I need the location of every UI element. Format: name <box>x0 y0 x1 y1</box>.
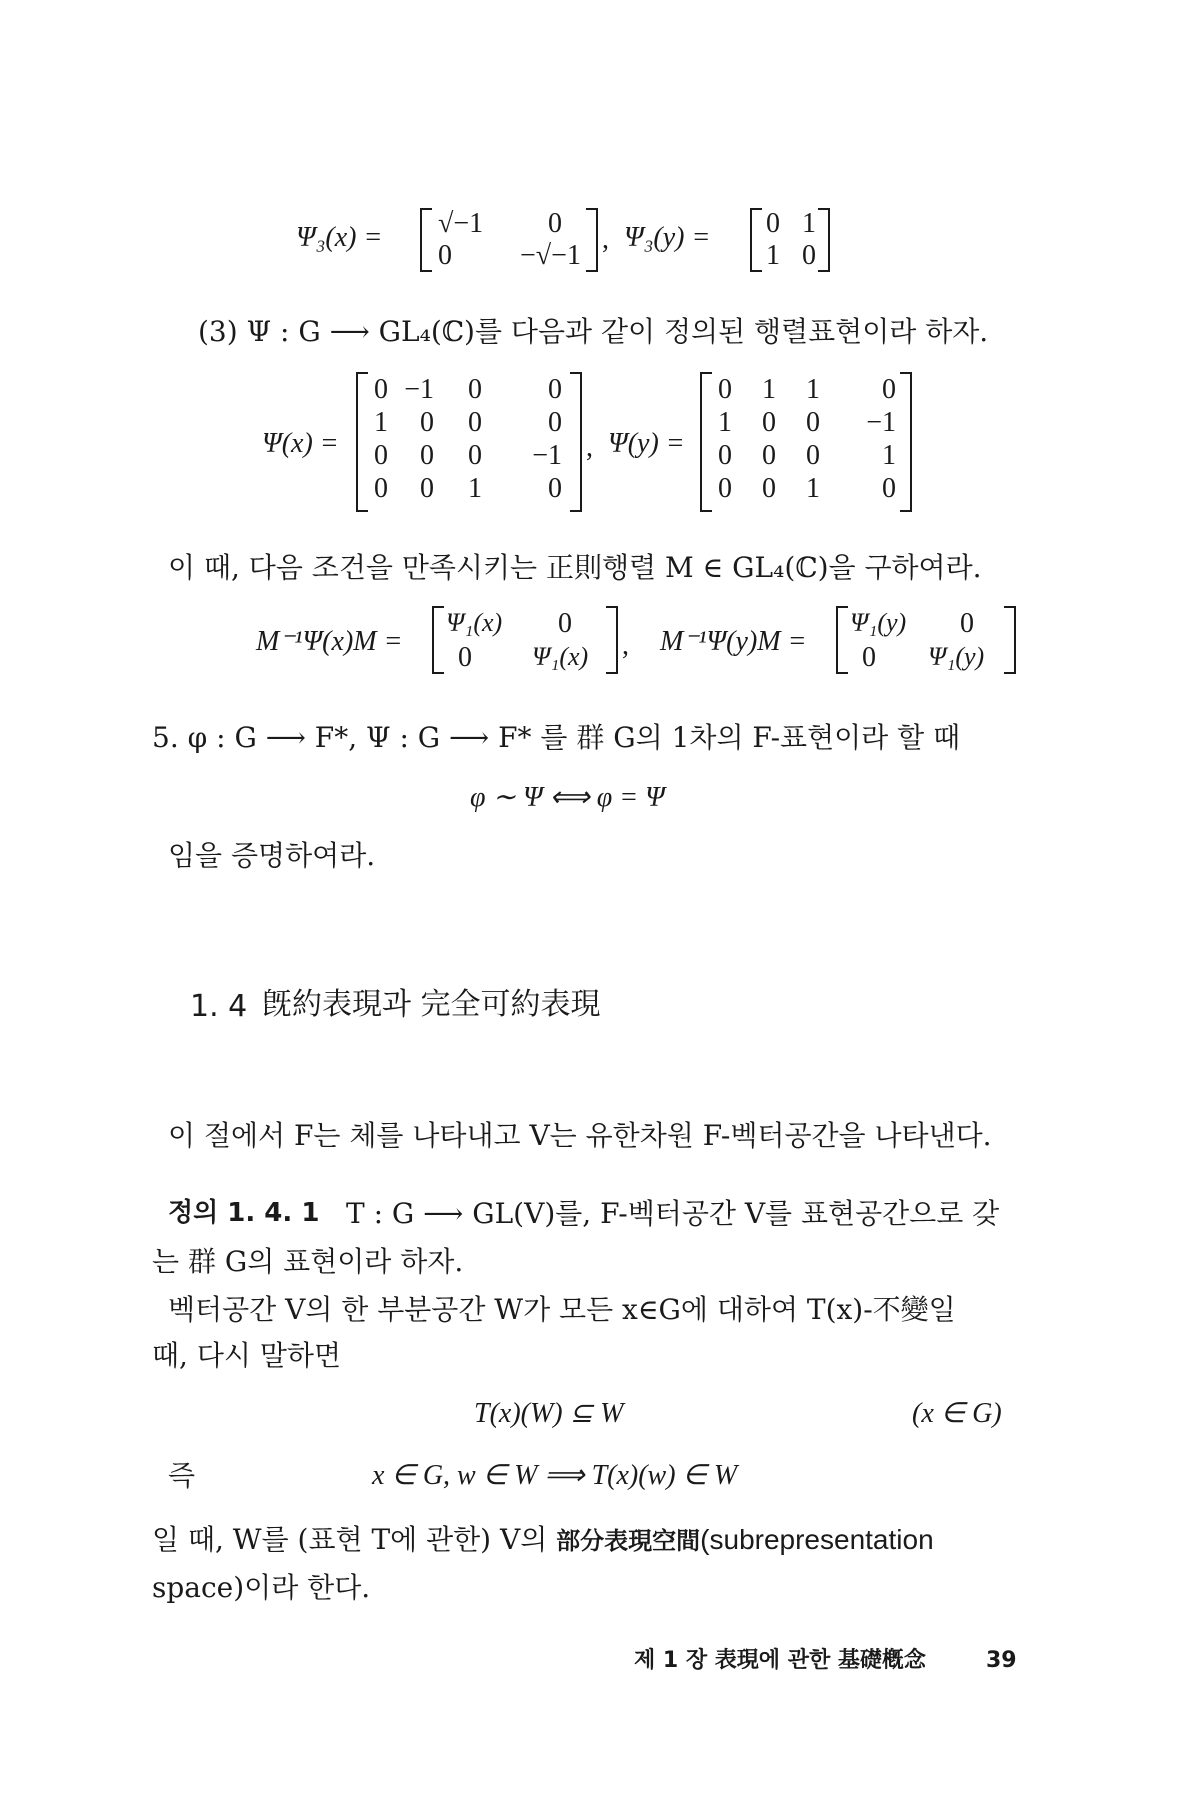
section-title: 旣約表現과 完全可約表現 <box>262 987 601 1022</box>
definition-equation-2: x ∈ G, w ∈ W ⟹ T(x)(w) ∈ W <box>372 1460 738 1491</box>
matrix-cell: 0 <box>762 440 776 471</box>
definition-equation-1: T(x)(W) ⊆ W <box>474 1398 624 1429</box>
definition-jeuk: 즉 <box>168 1459 196 1492</box>
matrix-cell: 0 <box>862 642 876 673</box>
matrix-cell: 0 <box>374 473 388 504</box>
definition-term-korean: 部分表現空間 <box>556 1527 701 1555</box>
footer-chapter: 제 1 장 表現에 관한 基礎槪念 <box>634 1648 926 1673</box>
definition-line-6: space)이라 한다. <box>152 1571 371 1604</box>
matrix-cell: 1 <box>718 407 732 438</box>
section-number: 1. 4 <box>190 989 248 1024</box>
matrix-cell: −1 <box>532 440 562 471</box>
matrix-cell: 0 <box>762 407 776 438</box>
problem-5-prove: 임을 증명하여라. <box>168 839 376 872</box>
definition-line-5 <box>152 1523 934 1556</box>
eq-psi3-lhs-y: Ψ₃(y) = <box>624 222 711 253</box>
matrix-cell: 0 <box>548 407 562 438</box>
matrix-cell: 0 <box>468 374 482 405</box>
problem-5-equivalence: φ ∼ Ψ ⟺ φ = Ψ <box>470 782 665 813</box>
matrix-psi-x <box>356 372 582 512</box>
matrix-cell: 0 <box>806 440 820 471</box>
definition-line-1: T : G ⟶ GL(V)를, F-벡터공간 V를 표현공간으로 갖 <box>346 1197 1000 1230</box>
definition-term-english: (subrepresentation <box>700 1524 934 1555</box>
matrix-cell: 1 <box>468 473 482 504</box>
matrix-cell: 0 <box>802 240 816 271</box>
condition-text: 이 때, 다음 조건을 만족시키는 正則행렬 M ∈ GL₄(ℂ)을 구하여라. <box>168 551 982 584</box>
matrix-cell: −1 <box>866 407 896 438</box>
eq-m-lhs-x: M⁻¹Ψ(x)M = <box>256 626 403 657</box>
matrix-cell: 0 <box>374 374 388 405</box>
page-number: 39 <box>986 1648 1017 1673</box>
definition-equation-1-condition: (x ∈ G) <box>912 1398 1002 1429</box>
matrix-cell: Ψ₁(x) <box>446 608 503 637</box>
eq-separator: , <box>602 224 609 255</box>
matrix-cell: 0 <box>718 440 732 471</box>
matrix-cell: 0 <box>548 208 562 239</box>
eq-separator: , <box>622 630 629 661</box>
matrix-psi3-y <box>750 208 830 272</box>
matrix-cell: 1 <box>882 440 896 471</box>
matrix-cell: 0 <box>420 440 434 471</box>
matrix-cell: 1 <box>374 407 388 438</box>
matrix-cell: 0 <box>718 374 732 405</box>
definition-line-2: 는 群 G의 표현이라 하자. <box>152 1245 464 1278</box>
matrix-cell: 0 <box>806 407 820 438</box>
matrix-m-y <box>836 606 1016 674</box>
matrix-cell: 0 <box>882 374 896 405</box>
matrix-cell: 0 <box>458 642 472 673</box>
problem-5-text: 5. φ : G ⟶ F*, Ψ : G ⟶ F* 를 群 G의 1차의 F-표현이라 할 때 <box>152 721 961 754</box>
matrix-cell: Ψ₁(x) <box>532 642 589 671</box>
matrix-cell: 0 <box>374 440 388 471</box>
matrix-cell: −√−1 <box>520 240 581 271</box>
matrix-cell: 0 <box>420 473 434 504</box>
matrix-cell: −1 <box>404 374 434 405</box>
matrix-cell: 0 <box>882 473 896 504</box>
eq-separator: , <box>586 432 593 463</box>
matrix-cell: 0 <box>558 608 572 639</box>
matrix-m-x <box>432 606 618 674</box>
matrix-cell: 0 <box>548 473 562 504</box>
intro-text: 이 절에서 F는 체를 나타내고 V는 유한차원 F-벡터공간을 나타낸다. <box>168 1119 992 1152</box>
matrix-cell: 0 <box>960 608 974 639</box>
matrix-cell: 1 <box>806 473 820 504</box>
definition-line-3: 벡터공간 V의 한 부분공간 W가 모든 x∈G에 대하여 T(x)-不變일 <box>168 1293 956 1326</box>
matrix-cell: 0 <box>468 440 482 471</box>
matrix-cell: 0 <box>438 240 452 271</box>
matrix-cell: 1 <box>802 208 816 239</box>
matrix-psi-y <box>700 372 912 512</box>
matrix-cell: 0 <box>468 407 482 438</box>
definition-line-5-text: 일 때, W를 (표현 T에 관한) V의 <box>152 1523 548 1556</box>
matrix-cell: 0 <box>766 208 780 239</box>
matrix-cell: 0 <box>548 374 562 405</box>
definition-label: 정의 1. 4. 1 <box>168 1198 320 1228</box>
matrix-cell: 0 <box>762 473 776 504</box>
eq-m-lhs-y: M⁻¹Ψ(y)M = <box>660 626 807 657</box>
matrix-cell: √−1 <box>438 208 484 239</box>
matrix-cell: 0 <box>718 473 732 504</box>
matrix-cell: 1 <box>762 374 776 405</box>
matrix-cell: Ψ₁(y) <box>850 608 907 637</box>
matrix-cell: 1 <box>766 240 780 271</box>
eq-psi3-lhs-x: Ψ₃(x) = <box>296 222 383 253</box>
definition-line-4: 때, 다시 말하면 <box>152 1339 341 1372</box>
eq-psi-lhs-x: Ψ(x) = <box>262 428 339 459</box>
matrix-cell: 0 <box>420 407 434 438</box>
matrix-psi3-x <box>420 208 598 272</box>
matrix-cell: Ψ₁(y) <box>928 642 985 671</box>
eq-psi-lhs-y: Ψ(y) = <box>608 428 685 459</box>
item-3-text: (3) Ψ : G ⟶ GL₄(ℂ)를 다음과 같이 정의된 행렬표현이라 하자. <box>198 315 989 348</box>
matrix-cell: 1 <box>806 374 820 405</box>
